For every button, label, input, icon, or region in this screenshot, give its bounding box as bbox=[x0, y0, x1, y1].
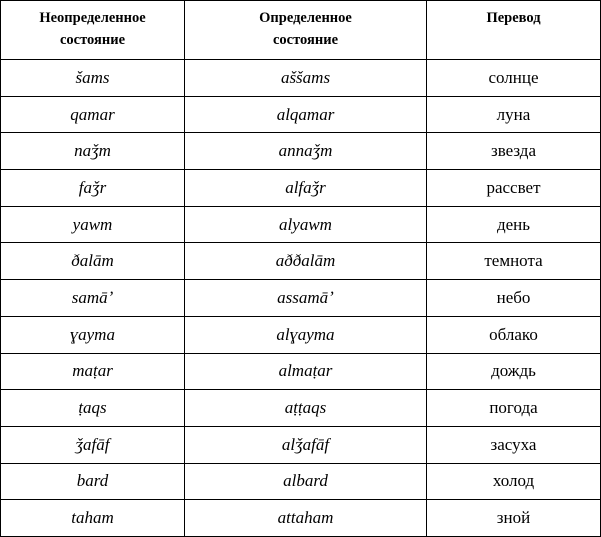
table-header bbox=[1, 1, 601, 60]
indefinite-form-cell: bard bbox=[1, 463, 185, 500]
header-translation bbox=[427, 1, 601, 60]
translation-cell: погода bbox=[427, 390, 601, 427]
table-row bbox=[1, 390, 601, 427]
header-definite-line-1: Определенное bbox=[259, 10, 352, 26]
table-row bbox=[1, 60, 601, 97]
indefinite-form-cell: ṭaqs bbox=[1, 390, 185, 427]
translation-cell: темнота bbox=[427, 243, 601, 280]
translation-cell: дождь bbox=[427, 353, 601, 390]
header-indefinite-line-1: Неопределенное bbox=[39, 10, 146, 26]
table-row bbox=[1, 280, 601, 317]
translation-cell: рассвет bbox=[427, 170, 601, 207]
table-row bbox=[1, 426, 601, 463]
definite-form-cell: aṭṭaqs bbox=[185, 390, 427, 427]
header-indefinite-line-2: состояние bbox=[59, 32, 126, 48]
translation-cell: звезда bbox=[427, 133, 601, 170]
table-row bbox=[1, 170, 601, 207]
definite-form-cell: alqamar bbox=[185, 96, 427, 133]
header-translation-line-1: Перевод bbox=[486, 10, 541, 26]
indefinite-form-cell: samāʼ bbox=[1, 280, 185, 317]
translation-cell: зной bbox=[427, 500, 601, 537]
definite-form-cell: alyawm bbox=[185, 206, 427, 243]
indefinite-form-cell: yawm bbox=[1, 206, 185, 243]
indefinite-form-cell: ɣayma bbox=[1, 316, 185, 353]
indefinite-form-cell: ǯafāf bbox=[1, 426, 185, 463]
indefinite-form-cell: qamar bbox=[1, 96, 185, 133]
translation-cell: солнце bbox=[427, 60, 601, 97]
indefinite-form-cell: ðalām bbox=[1, 243, 185, 280]
definite-form-cell: alfaǯr bbox=[185, 170, 427, 207]
translation-cell: луна bbox=[427, 96, 601, 133]
definite-form-cell: albard bbox=[185, 463, 427, 500]
translation-cell: небо bbox=[427, 280, 601, 317]
indefinite-form-cell: taham bbox=[1, 500, 185, 537]
translation-cell: холод bbox=[427, 463, 601, 500]
header-indefinite-state bbox=[1, 1, 185, 60]
table-row bbox=[1, 206, 601, 243]
translation-cell: день bbox=[427, 206, 601, 243]
definite-form-cell: alɣayma bbox=[185, 316, 427, 353]
translation-cell: облако bbox=[427, 316, 601, 353]
table-row bbox=[1, 133, 601, 170]
header-row bbox=[1, 1, 601, 60]
table-row bbox=[1, 96, 601, 133]
table-row bbox=[1, 316, 601, 353]
definite-form-cell: alǯafāf bbox=[185, 426, 427, 463]
translation-cell: засуха bbox=[427, 426, 601, 463]
table-row bbox=[1, 243, 601, 280]
definite-form-cell: annaǯm bbox=[185, 133, 427, 170]
indefinite-form-cell: maṭar bbox=[1, 353, 185, 390]
table-row bbox=[1, 463, 601, 500]
header-definite-state bbox=[185, 1, 427, 60]
definite-form-cell: assamāʼ bbox=[185, 280, 427, 317]
indefinite-form-cell: naǯm bbox=[1, 133, 185, 170]
table-body bbox=[1, 60, 601, 537]
header-definite-line-2: состояние bbox=[272, 32, 339, 48]
definite-form-cell: almaṭar bbox=[185, 353, 427, 390]
definite-form-cell: aððalām bbox=[185, 243, 427, 280]
indefinite-form-cell: faǯr bbox=[1, 170, 185, 207]
indefinite-form-cell: šams bbox=[1, 60, 185, 97]
table-row bbox=[1, 353, 601, 390]
definite-form-cell: attaham bbox=[185, 500, 427, 537]
definite-form-cell: aššams bbox=[185, 60, 427, 97]
table-row bbox=[1, 500, 601, 537]
